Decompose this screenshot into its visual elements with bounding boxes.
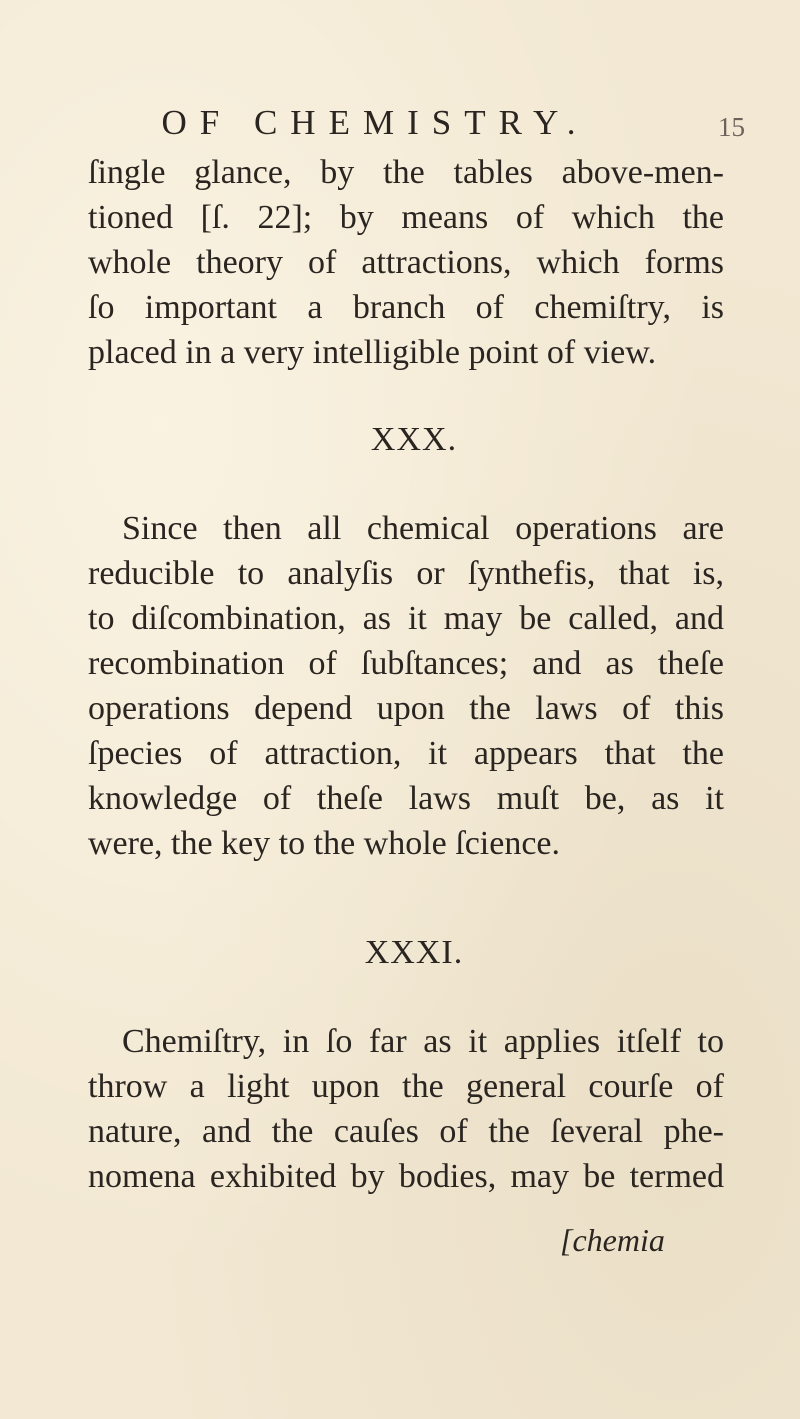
text-line: were, the key to the whole ſcience.: [88, 825, 561, 862]
text-line: throw a light upon the general courſe of: [88, 1068, 724, 1105]
text-line: knowledge of theſe laws muſt be, as it: [88, 780, 724, 817]
text-line: Since then all chemical operations are: [122, 510, 724, 547]
section-heading-xxxi: XXXI.: [364, 934, 464, 971]
catchword-text: [chemia: [560, 1222, 665, 1258]
paragraph-xxxi: [88, 1019, 724, 1199]
text-line: tioned [ſ. 22]; by means of which the: [88, 199, 724, 236]
running-head: [50, 98, 750, 148]
text-line: recombination of ſubſtances; and as theſe: [88, 645, 724, 682]
text-line: Chemiſtry, in ſo far as it applies itſelf to: [122, 1023, 724, 1060]
section-heading-xxx: XXX.: [370, 421, 458, 458]
text-line: whole theory of attractions, which forms: [88, 244, 724, 281]
page-number: 15: [718, 112, 745, 142]
text-line: nomena exhibited by bodies, may be termed: [88, 1158, 724, 1195]
text-line: ſo important a branch of chemiſtry, is: [88, 289, 724, 326]
text-line: to diſcombination, as it may be called, and: [88, 600, 724, 637]
text-line: ſpecies of attraction, it appears that the: [88, 735, 724, 772]
text-line: operations depend upon the laws of this: [88, 690, 724, 727]
paragraph-intro: [88, 150, 724, 375]
text-line: ſingle glance, by the tables above-men-: [88, 154, 724, 191]
body-text: [88, 150, 724, 1199]
text-line: nature, and the cauſes of the ſeveral phe-: [88, 1113, 724, 1150]
text-line: reducible to analyſis or ſynthefis, that is,: [88, 555, 724, 592]
paragraph-xxx: [88, 506, 724, 866]
catchword: [560, 1218, 665, 1263]
running-title: OF CHEMISTRY.: [161, 103, 589, 142]
text-line: placed in a very intelligible point of view.: [88, 334, 657, 371]
